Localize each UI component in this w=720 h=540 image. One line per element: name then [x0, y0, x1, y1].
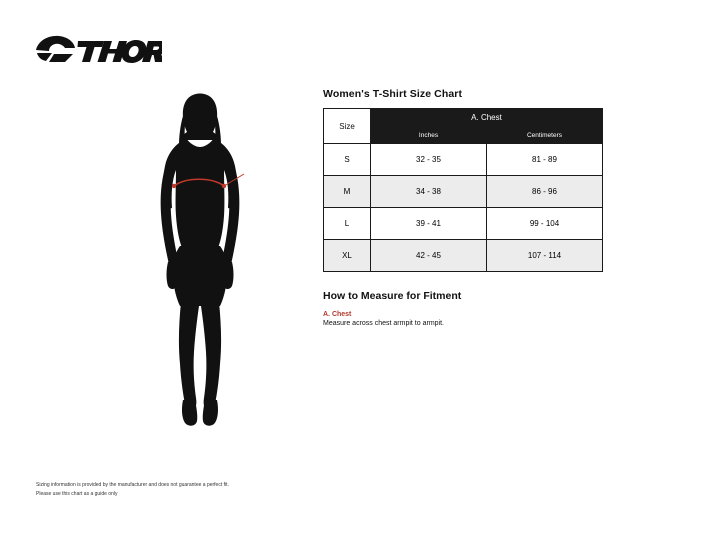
header-group-chest: A. Chest [371, 109, 603, 128]
cell-inches-xl: 42 - 45 [371, 240, 487, 272]
cell-size-m: M [324, 176, 371, 208]
header-size: Size [324, 109, 371, 144]
cell-size-s: S [324, 144, 371, 176]
thor-logo [32, 33, 162, 67]
cell-size-l: L [324, 208, 371, 240]
how-to-measure-section [323, 290, 603, 327]
header-centimeters: Centimeters [487, 127, 603, 143]
table-row [324, 208, 603, 240]
cell-cm-s: 81 - 89 [487, 144, 603, 176]
table-row [324, 144, 603, 176]
table-row [324, 176, 603, 208]
page-title: Women's T-Shirt Size Chart [323, 88, 463, 100]
how-to-measure-title: How to Measure for Fitment [323, 290, 462, 302]
cell-inches-m: 34 - 38 [371, 176, 487, 208]
footer-disclaimer [36, 481, 456, 498]
measure-item-text-chest: Measure across chest armpit to armpit. [323, 320, 444, 327]
table-row [324, 240, 603, 272]
footer-line-1: Sizing information is provided by the manufacturer and does not guarantee a perfect fit. [36, 482, 229, 488]
cell-inches-s: 32 - 35 [371, 144, 487, 176]
chart-column [323, 88, 603, 327]
cell-cm-m: 86 - 96 [487, 176, 603, 208]
female-silhouette-icon [120, 90, 300, 440]
size-chart-table [323, 108, 603, 272]
cell-cm-l: 99 - 104 [487, 208, 603, 240]
header-inches: Inches [371, 127, 487, 143]
body-silhouette-figure [120, 90, 300, 440]
table-header-row [324, 109, 603, 128]
cell-cm-xl: 107 - 114 [487, 240, 603, 272]
thor-helmet-logo [32, 33, 162, 67]
cell-inches-l: 39 - 41 [371, 208, 487, 240]
cell-size-xl: XL [324, 240, 371, 272]
footer-line-2: Please use this chart as a guide only [36, 490, 118, 497]
measure-item-label-chest: A. Chest [323, 311, 352, 318]
